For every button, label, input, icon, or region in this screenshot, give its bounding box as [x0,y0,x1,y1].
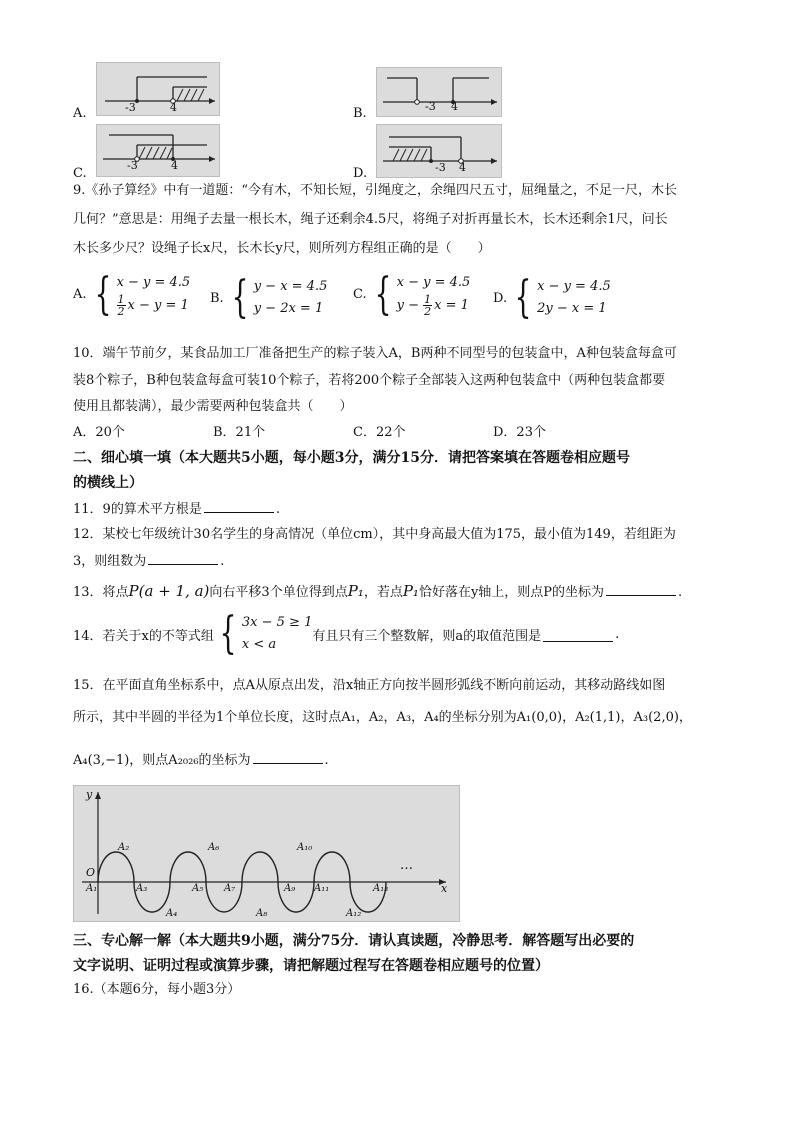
q10-option-d: D．23个 [493,425,546,440]
point-label: A₇ [224,883,236,894]
q9-a-row2: x − y = 1 [127,298,189,313]
answer-blank [204,498,274,513]
point-label: A₁₃ [373,883,389,894]
q8-option-b-letter: B. [353,106,367,121]
q15-line-3: A₄(3,−1)，则点A₂₀₂₆的坐标为 . [73,749,329,772]
q16-heading: 16.（本题6分，每小题3分） [73,982,241,997]
q10-option-a: A．20个 [73,425,125,440]
q9-option-a [73,268,191,320]
point-label: A₃ [136,883,148,894]
number-line-c-svg [97,125,219,176]
q11-text: 11．9的算术平方根是 [73,502,202,517]
q8-option-d-image [376,124,502,178]
tick-label-right: 4 [451,100,458,113]
tick-label-left: -3 [435,161,446,174]
tick-label-left: -3 [425,100,436,113]
q9-a-row1: x − y = 4.5 [116,275,191,290]
point-label: A₅ [192,883,204,894]
point-label: A₁ [86,883,98,894]
brace: { [94,268,111,320]
q10-line-1: 10．端午节前夕，某食品加工厂准备把生产的粽子装入A，B两种不同型号的包装盒中，A种包装盒每盒可 [73,346,677,361]
section-3-title-line-2: 文字说明、证明过程或演算步骤，请把解题过程写在答题卷相应题号的位置） [73,958,549,974]
q13: 13．将点P(a + 1, a)向右平移3个单位得到点P₁，若点P₁恰好落在y轴上，则点P的坐标为 . [73,582,683,600]
ellipsis: … [400,858,413,873]
number-line-b-svg [377,68,501,116]
section-2-title-line-2: 的横线上） [73,475,143,491]
q12-line-2: 3，则组数为 . [73,550,224,573]
axis-y-label: y [86,788,93,801]
point-label: A₈ [256,908,268,919]
section-3-title-line-1: 三、专心解一解（本大题共9小题，满分75分．请认真读题，冷静思考．解答题写出必要的 [73,933,635,949]
q11: 11．9的算术平方根是 . [73,498,280,521]
point-label: A₁₀ [297,842,313,853]
q9-b-row1: y − x = 4.5 [253,279,328,294]
q10-option-b: B．21个 [213,425,266,440]
number-line-a-svg [97,63,219,115]
point-p: P(a + 1, a) [128,582,210,600]
fraction-half: $\frac{1}{2}$ [424,293,432,318]
q15-graph [73,785,460,922]
q9-d-row1: x − y = 4.5 [537,279,611,294]
q9-line-3: 木长多少尺？设绳子长x尺，长木长y尺，则所列方程组正确的是（ ） [73,241,491,256]
point-label: A₆ [208,842,220,853]
point-label: A₉ [284,883,296,894]
origin-label: O [86,866,96,879]
q15-line-1: 15．在平面直角坐标系中，点A从原点出发，沿x轴正方向按半圆形弧线不断向前运动，其移动路线如图 [73,678,666,693]
q10-line-3: 使用且都装满），最少需要两种包装盒共（ ） [73,399,353,414]
answer-blank [606,581,676,596]
tick-label-left: -3 [125,101,136,114]
brace: { [514,272,532,323]
tick-label-right: 4 [171,159,178,172]
q9-c-row1: x − y = 4.5 [396,275,471,290]
tick-label-left: -3 [127,159,138,172]
q8-option-c-letter: C. [73,166,87,181]
q9-option-b-letter: B. [210,290,224,306]
q9-line-2: 几何？”意思是：用绳子去量一根长木，绳子还剩余4.5尺，将绳子对折再量长木，长木还剩余1尺，问长 [73,212,668,227]
q8-option-b-image [376,67,502,117]
answer-blank [543,627,613,642]
q8-option-a-letter: A. [73,106,87,121]
point-label: A₁₂ [346,908,362,919]
tick-label-right: 4 [170,101,177,114]
point-label: A₁₁ [314,883,330,894]
q14-row1: 3x − 5 ≥ 1 [241,615,313,630]
point-p1: P₁ [402,582,419,600]
answer-blank [253,749,323,764]
q8-option-d-letter: D. [353,166,368,181]
point-p1: P₁ [347,582,364,600]
q10-line-2: 装8个粽子，B种包装盒每盒可装10个粽子，若将200个粽子全部装入这两种包装盒中（两种包装盒都要 [73,373,666,388]
point-label: A₄ [166,908,178,919]
brace: { [231,272,249,323]
q8-option-c-image [96,124,220,177]
q14: 14．若关于x的不等式组 { 3x − 5 ≥ 1 x < a 有且只有三个整数解，则a的取值范围是 . [73,608,620,659]
q9-b-row2: y − 2x = 1 [253,301,324,316]
q8-option-a-image [96,62,220,116]
tick-label-right: 4 [459,161,466,174]
axis-x-label: x [441,882,448,895]
q14-row2: x < a [241,637,277,652]
q15-line-2: 所示，其中半圆的半径为1个单位长度，这时点A₁，A₂，A₃，A₄的坐标分别为A₁(0,0)，A₂(1,1)，A₃(2,0)， [73,710,692,725]
q9-option-d [493,272,611,323]
q9-option-b [210,272,328,323]
brace: { [374,268,392,320]
q12-line-1: 12．某校七年级统计30名学生的身高情况（单位cm），其中身高最大值为175，最小值为149，若组距为 [73,527,676,542]
fraction-half: $\frac{1}{2}$ [117,293,125,318]
q9-d-row2: 2y − x = 1 [537,301,607,316]
q9-option-d-letter: D. [493,290,508,306]
q9-line-1: 9.《孙子算经》中有一道题：“今有木，不知长短，引绳度之，余绳四尺五寸，屈绳量之，不足一尺，木长 [73,183,678,198]
q9-option-c: C. { x − y = 4.5 y − $\frac{1}{2}$ x = 1 [353,268,471,320]
point-label: A₂ [118,842,130,853]
q10-option-c: C．22个 [353,425,406,440]
brace: { [219,608,237,659]
q9-option-a-letter: A. [73,287,87,302]
q9-option-c-letter: C. [353,287,367,302]
section-2-title-line-1: 二、细心填一填（本大题共5小题，每小题3分，满分15分．请把答案填在答题卷相应题号 [73,450,630,466]
answer-blank [148,550,218,565]
semicircle-path-svg [74,786,459,921]
q9-c-row2: x = 1 [434,298,469,313]
